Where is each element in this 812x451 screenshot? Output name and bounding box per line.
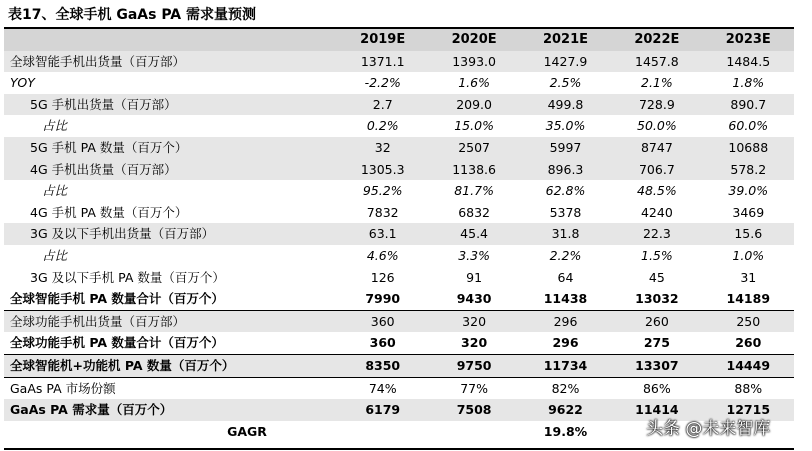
header-cell-2021e: 2021E bbox=[520, 29, 611, 51]
row-value: 275 bbox=[643, 335, 670, 351]
row-value: 45.4 bbox=[428, 223, 519, 245]
row-value: 3.3% bbox=[458, 247, 490, 263]
row-value: 60.0% bbox=[728, 118, 769, 134]
row-value: 250 bbox=[703, 310, 794, 332]
row-value: 2.2% bbox=[549, 247, 582, 263]
row-value: 6832 bbox=[458, 204, 490, 220]
row-value: 22.3 bbox=[611, 223, 702, 245]
watermark: 头条 @未来智库 bbox=[646, 419, 771, 439]
row-label: 全球功能手机出货量（百万部） bbox=[4, 310, 337, 332]
row-value: 14449 bbox=[703, 354, 794, 377]
table-body bbox=[4, 51, 794, 421]
row-value: 1.0% bbox=[732, 247, 765, 263]
row-value: 9622 bbox=[520, 399, 611, 421]
header-cell-2020e: 2020E bbox=[428, 29, 519, 51]
row-value: 360 bbox=[337, 310, 428, 332]
row-value: 63.1 bbox=[337, 223, 428, 245]
row-value: 2.7 bbox=[337, 94, 428, 116]
row-value: 296 bbox=[552, 335, 579, 351]
row-value: 8350 bbox=[337, 354, 428, 377]
row-value: 126 bbox=[370, 269, 395, 285]
row-value: 578.2 bbox=[703, 159, 794, 181]
row-value: 7990 bbox=[365, 291, 401, 307]
table-row bbox=[4, 310, 794, 332]
table-title: 表17、全球手机 GaAs PA 需求量预测 bbox=[8, 7, 257, 23]
header-cell-2023e: 2023E bbox=[703, 29, 794, 51]
row-value: 11734 bbox=[520, 354, 611, 377]
table-row bbox=[4, 223, 794, 245]
table-row bbox=[4, 159, 794, 181]
row-value: 5378 bbox=[549, 204, 582, 220]
row-label: 占比 bbox=[42, 118, 68, 134]
row-label: 占比 bbox=[42, 183, 68, 199]
row-value: 896.3 bbox=[520, 159, 611, 181]
table-row bbox=[4, 377, 794, 399]
table-row bbox=[4, 354, 794, 377]
row-value: 14189 bbox=[726, 291, 771, 307]
table-row bbox=[4, 51, 794, 73]
gagr-value: 19.8% bbox=[543, 423, 588, 439]
row-value: 15.0% bbox=[454, 118, 494, 134]
row-label: 占比 bbox=[42, 247, 68, 263]
row-value: 1427.9 bbox=[520, 51, 611, 73]
row-value: 320 bbox=[461, 335, 488, 351]
table-row bbox=[4, 245, 794, 267]
row-value: 1393.0 bbox=[428, 51, 519, 73]
bottom-rule bbox=[4, 448, 794, 450]
row-label: 全球功能手机 PA 数量合计（百万个） bbox=[10, 335, 224, 351]
table-row bbox=[4, 180, 794, 202]
row-label: 全球智能机+功能机 PA 数量（百万个） bbox=[4, 354, 337, 377]
table-row bbox=[4, 94, 794, 116]
row-value: 11414 bbox=[611, 399, 702, 421]
row-value: 12715 bbox=[703, 399, 794, 421]
row-value: 9430 bbox=[456, 291, 492, 307]
row-value: 74% bbox=[337, 377, 428, 399]
forecast-table bbox=[4, 29, 794, 442]
row-value: 706.7 bbox=[611, 159, 702, 181]
table-row bbox=[4, 137, 794, 159]
row-value: 5997 bbox=[520, 137, 611, 159]
row-value: 11438 bbox=[543, 291, 588, 307]
row-value: 1305.3 bbox=[337, 159, 428, 181]
row-value: 8747 bbox=[611, 137, 702, 159]
row-value: 360 bbox=[369, 335, 396, 351]
row-value: 890.7 bbox=[703, 94, 794, 116]
row-value: 82% bbox=[520, 377, 611, 399]
row-value: 95.2% bbox=[362, 183, 403, 199]
header-row bbox=[4, 29, 794, 51]
row-label: 全球智能手机 PA 数量合计（百万个） bbox=[10, 291, 224, 307]
row-value: 13307 bbox=[611, 354, 702, 377]
row-value: 320 bbox=[428, 310, 519, 332]
row-value: 1484.5 bbox=[703, 51, 794, 73]
row-value: 88% bbox=[703, 377, 794, 399]
row-value: 7508 bbox=[428, 399, 519, 421]
row-value: 39.0% bbox=[728, 183, 769, 199]
row-label: GaAs PA 需求量（百万个） bbox=[4, 399, 337, 421]
row-value: 1.6% bbox=[458, 75, 490, 91]
row-label: GaAs PA 市场份额 bbox=[4, 377, 337, 399]
row-label: 3G 及以下手机 PA 数量（百万个） bbox=[30, 269, 225, 285]
row-value: 50.0% bbox=[637, 118, 677, 134]
row-value: 4240 bbox=[640, 204, 673, 220]
header-cell-2022e: 2022E bbox=[611, 29, 702, 51]
row-label: 3G 及以下手机出货量（百万部） bbox=[4, 223, 337, 245]
row-value: 10688 bbox=[703, 137, 794, 159]
row-value: 9750 bbox=[428, 354, 519, 377]
row-value: 6179 bbox=[337, 399, 428, 421]
row-value: 209.0 bbox=[428, 94, 519, 116]
row-label: 4G 手机 PA 数量（百万个） bbox=[30, 204, 188, 220]
row-value: 0.2% bbox=[366, 118, 399, 134]
row-value: 13032 bbox=[635, 291, 679, 307]
row-value: 31 bbox=[740, 269, 757, 285]
row-value: 1457.8 bbox=[611, 51, 702, 73]
row-value: 1.5% bbox=[641, 247, 673, 263]
row-value: 296 bbox=[520, 310, 611, 332]
row-label: 5G 手机出货量（百万部） bbox=[4, 94, 337, 116]
row-value: 35.0% bbox=[545, 118, 586, 134]
row-value: 1.8% bbox=[732, 75, 765, 91]
row-value: 1138.6 bbox=[428, 159, 519, 181]
table-row bbox=[4, 202, 794, 224]
row-value: 260 bbox=[735, 335, 762, 351]
row-value: 48.5% bbox=[637, 183, 677, 199]
table-row bbox=[4, 267, 794, 289]
row-label: YOY bbox=[10, 75, 35, 91]
row-value: 499.8 bbox=[520, 94, 611, 116]
row-value: 62.8% bbox=[545, 183, 586, 199]
row-value: 260 bbox=[611, 310, 702, 332]
table-row bbox=[4, 332, 794, 354]
row-value: 4.6% bbox=[366, 247, 399, 263]
table-row bbox=[4, 115, 794, 137]
gagr-label: GAGR bbox=[227, 423, 267, 439]
table-row bbox=[4, 72, 794, 94]
row-value: 64 bbox=[557, 269, 574, 285]
header-cell-2019e: 2019E bbox=[337, 29, 428, 51]
row-value: 32 bbox=[337, 137, 428, 159]
row-value: 45 bbox=[648, 269, 665, 285]
row-value: 81.7% bbox=[454, 183, 494, 199]
row-value: 2.5% bbox=[549, 75, 582, 91]
row-value: 91 bbox=[466, 269, 483, 285]
row-value: 7832 bbox=[366, 204, 399, 220]
row-label: 4G 手机出货量（百万部） bbox=[4, 159, 337, 181]
row-value: 77% bbox=[428, 377, 519, 399]
row-value: -2.2% bbox=[364, 75, 401, 91]
row-label: 全球智能手机出货量（百万部） bbox=[4, 51, 337, 73]
row-value: 31.8 bbox=[520, 223, 611, 245]
row-value: 2507 bbox=[428, 137, 519, 159]
row-value: 86% bbox=[611, 377, 702, 399]
row-label: 5G 手机 PA 数量（百万个） bbox=[4, 137, 337, 159]
row-value: 3469 bbox=[732, 204, 765, 220]
row-value: 728.9 bbox=[611, 94, 702, 116]
row-value: 1371.1 bbox=[337, 51, 428, 73]
table-row bbox=[4, 288, 794, 310]
row-value: 15.6 bbox=[703, 223, 794, 245]
header-cell-label bbox=[4, 29, 337, 51]
row-value: 2.1% bbox=[641, 75, 673, 91]
